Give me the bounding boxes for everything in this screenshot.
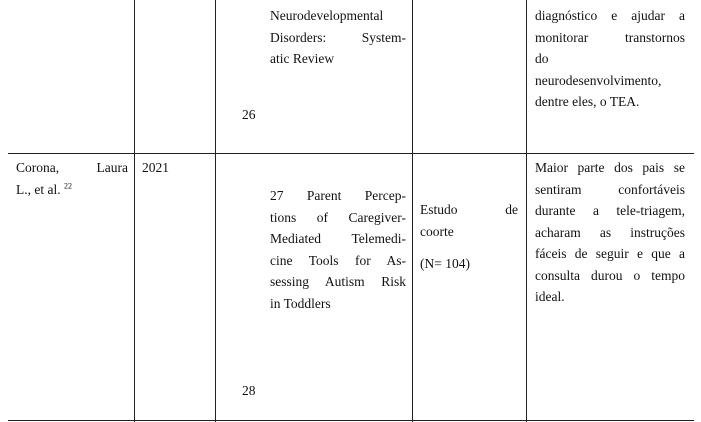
study-design-cell — [420, 199, 518, 275]
author-line — [16, 179, 128, 201]
result-line: dentre eles, o TEA. — [535, 94, 640, 109]
author-reference: 22 — [63, 181, 72, 190]
year-cell: 2021 — [142, 160, 169, 175]
author-cell — [16, 157, 128, 200]
title-line: in Toddlers — [270, 295, 331, 311]
results-cell — [535, 5, 685, 113]
title-line: tions of Caregiver- — [270, 209, 406, 225]
page-number: 26 — [242, 107, 256, 122]
title-line: Mediated Telemedi- — [270, 231, 406, 246]
author-line — [16, 157, 128, 179]
result-line: ideal. — [535, 289, 565, 304]
title-line — [270, 185, 406, 207]
result-line: monitorar transtornos — [535, 29, 685, 45]
column-divider-4 — [526, 0, 527, 422]
title-line: atic Review — [270, 51, 335, 66]
result-line: durante a tele-triagem, — [535, 203, 685, 218]
result-line: do — [535, 51, 549, 66]
table-bottom-border — [8, 420, 694, 421]
column-divider-1 — [134, 0, 135, 422]
row-divider — [8, 153, 694, 154]
title-text: Parent Percep- — [306, 188, 406, 203]
result-line: sentiram confortáveis — [535, 181, 685, 197]
title-line: Neurodevelopmental — [270, 8, 384, 23]
title-line: sessing Autism Risk — [270, 274, 406, 289]
result-line: consulta durou o tempo — [535, 267, 685, 283]
reference-number: 27 — [270, 188, 284, 203]
result-line: neurodesenvolvimento, — [535, 72, 662, 88]
title-line: Disorders: System- — [270, 29, 406, 45]
result-line: acharam as instruções — [535, 224, 685, 240]
author-name: Corona, Laura — [16, 160, 128, 175]
study-title-cell — [270, 185, 406, 314]
design-line: Estudo de — [420, 202, 518, 217]
column-divider-3 — [412, 0, 413, 422]
result-line: fáceis de seguir e que a — [535, 246, 685, 261]
sample-size: (N= 104) — [420, 256, 470, 271]
result-line: diagnóstico e ajudar a — [535, 8, 685, 23]
results-cell — [535, 157, 685, 308]
author-etal: L., et al. — [16, 181, 61, 197]
result-line: Maior parte dos pais se — [535, 160, 685, 175]
study-title-cell — [270, 5, 406, 70]
column-divider-2 — [215, 0, 216, 422]
page-number: 28 — [242, 383, 256, 398]
title-line: cine Tools for As- — [270, 252, 406, 268]
design-line: coorte — [420, 223, 454, 239]
